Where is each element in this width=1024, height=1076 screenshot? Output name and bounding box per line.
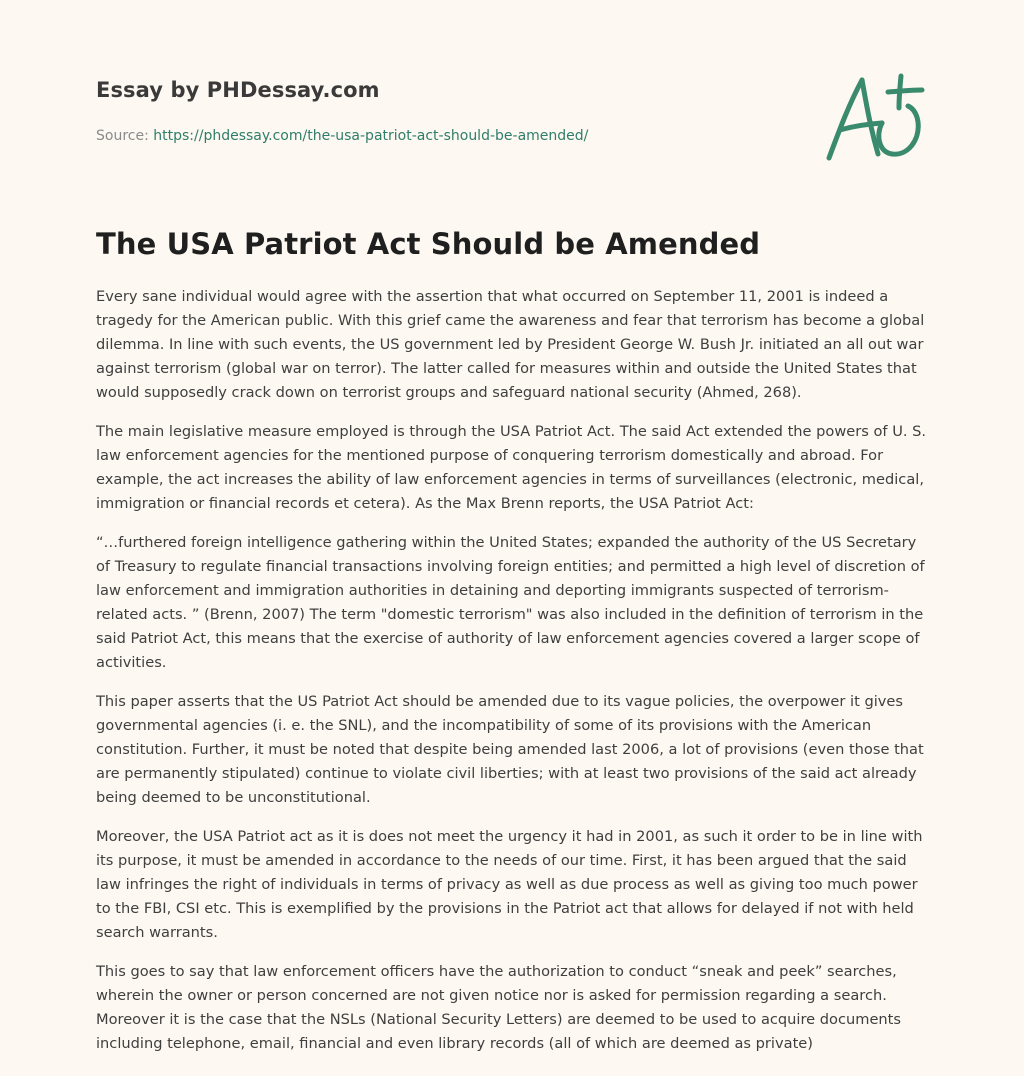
essay-paragraph: This paper asserts that the US Patriot Act should be amended due to its vague policies, the overpower it gives governmental agencies (i. e. the SNL), and the incompatibility of some of its provisions with the American constitution. Further, it must be noted that despite being amended last 2006, a lot of provisions (even those that are permanently stipulated) continue to violate civil liberties; with at least two provisions of the said act already being deemed to be unconstitutional. [96,693,924,806]
essay-paragraph: “…furthered foreign intelligence gathering within the United States; expanded the authority of the US Secretary of Treasury to regulate financial transactions involving foreign entities; and permitted a high level of discretion of law enforcement and immigration authorities in detaining and deporting immigrants suspected of terrorism-related acts. ” (Brenn, 2007) The term "domestic terrorism" was also included in the definition of terrorism in the said Patriot Act, this means that the exercise of authority of law enforcement agencies covered a larger scope of activities. [96,534,925,671]
site-title: Essay by PHDessay.com [96,78,380,102]
essay-paragraph: This goes to say that law enforcement officers have the authorization to conduct “sneak and peek” searches, wherein the owner or person concerned are not given notice nor is asked for permission regarding a search. Moreover it is the case that the NSLs (National Security Letters) are deemed to be used to acquire documents including telephone, email, financial and even library records (all of which are deemed as private) [96,963,902,1052]
essay-paragraph: Moreover, the USA Patriot act as it is does not meet the urgency it had in 2001, as such it order to be in line with its purpose, it must be amended in accordance to the needs of our time. First, it has been argued that the said law infringes the right of individuals in terms of privacy as well as due process as well as giving too much power to the FBI, CSI etc. This is exemplified by the provisions in the Patriot act that allows for delayed if not with held search warrants. [96,828,923,941]
a-plus-logo-icon [822,68,928,164]
source-line [96,126,796,146]
essay-paragraph: Every sane individual would agree with the assertion that what occurred on September 11, 2001 is indeed a tragedy for the American public. With this grief came the awareness and fear that terrorism has become a global dilemma. In line with such events, the US government led by President George W. Bush Jr. initiated an all out war against terrorism (global war on terror). The latter called for measures within and outside the United States that would supposedly crack down on terrorist groups and safeguard national security (Ahmed, 268). [96,288,925,401]
source-label: Source: [96,128,154,144]
essay-body [96,285,930,1071]
essay-title: The USA Patriot Act Should be Amended [96,227,761,261]
page-header [96,76,796,146]
source-link[interactable]: https://phdessay.com/the-usa-patriot-act-should-be-amended/ [153,128,589,144]
essay-paragraph: The main legislative measure employed is through the USA Patriot Act. The said Act extended the powers of U. S. law enforcement agencies for the mentioned purpose of conquering terrorism domestically and abroad. For example, the act increases the ability of law enforcement agencies in terms of surveillances (electronic, medical, immigration or financial records et cetera). As the Max Brenn reports, the USA Patriot Act: [96,423,927,512]
